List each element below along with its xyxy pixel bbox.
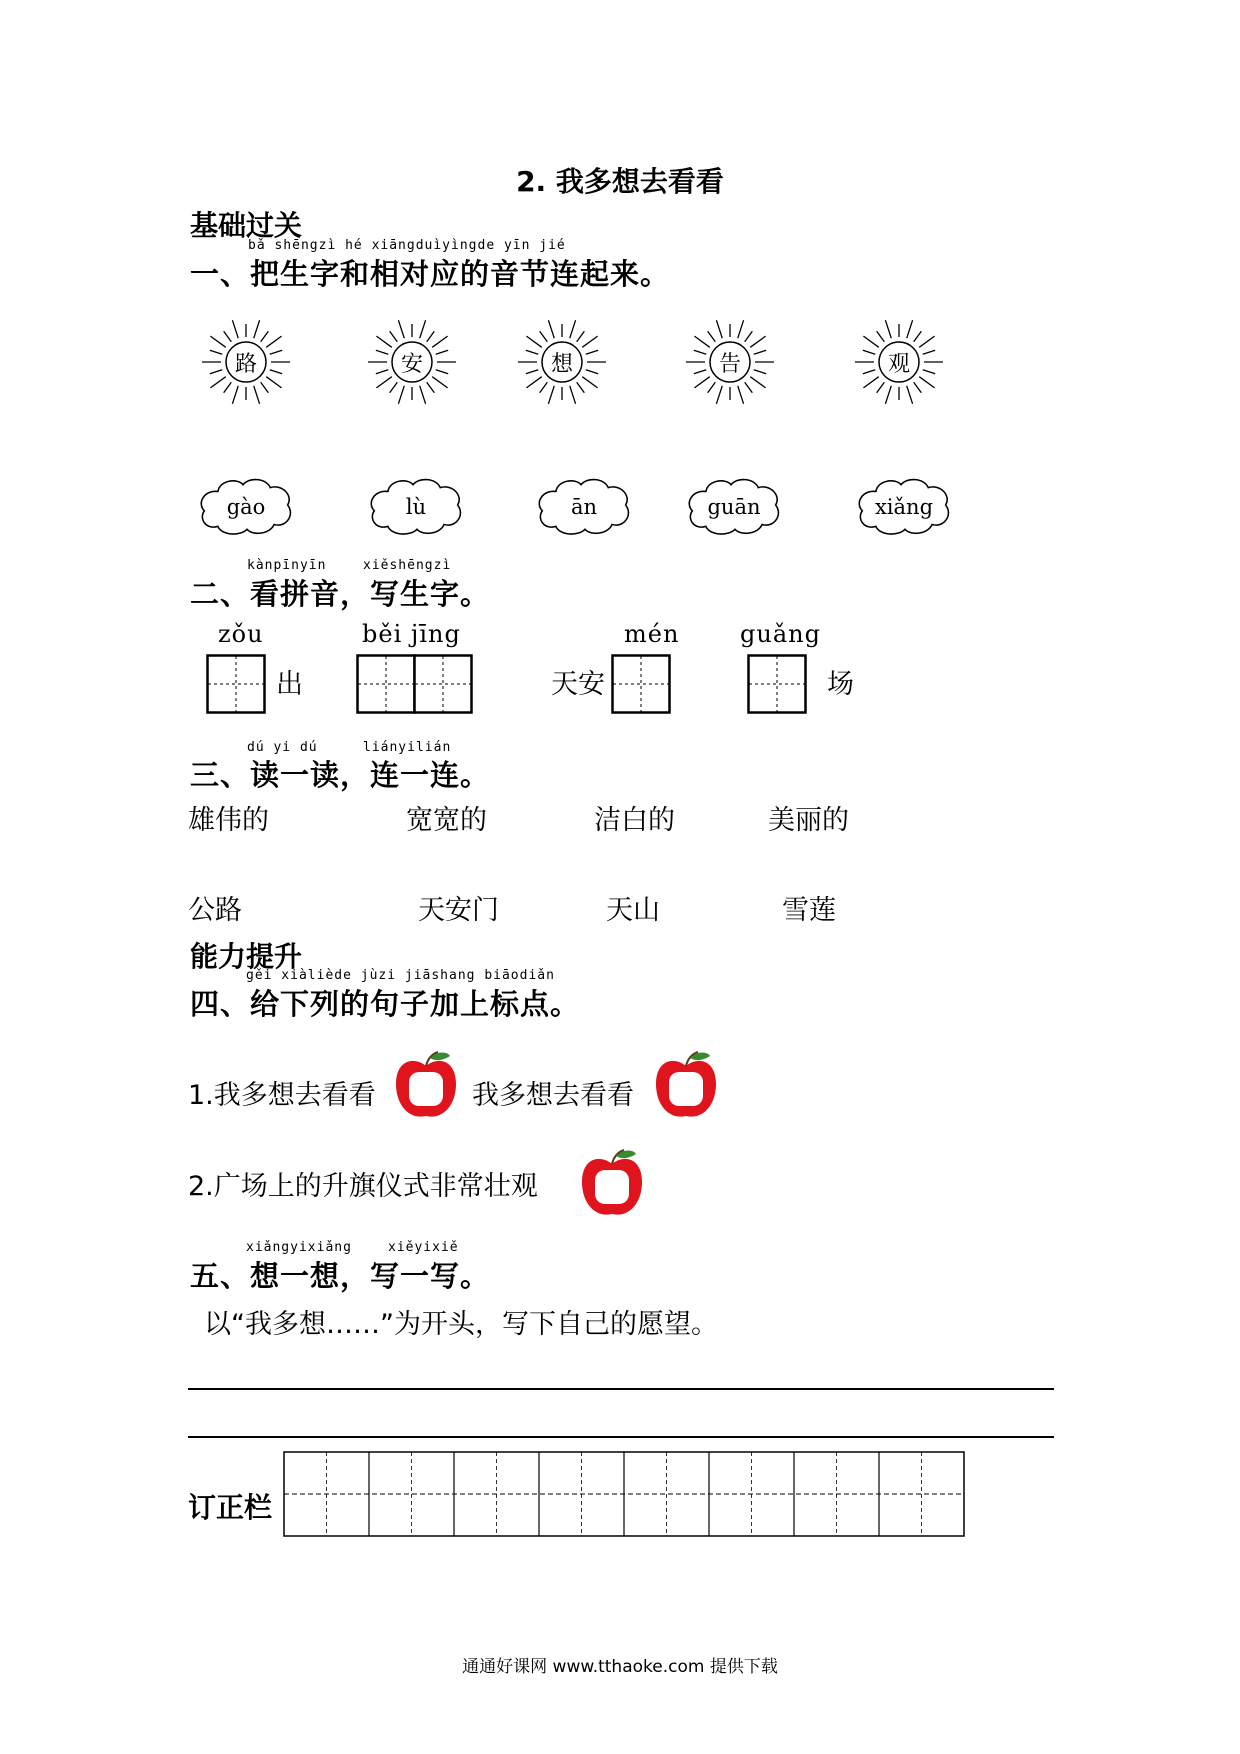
tian-box[interactable] (747, 654, 807, 714)
apple-punct-box[interactable] (578, 1146, 646, 1220)
word-meili[interactable]: 美丽的 (768, 805, 849, 836)
q3-pinyin-b: liányilián (363, 740, 452, 755)
sun-char-label: 安 (400, 351, 423, 377)
q1-heading: 一、把生字和相对应的音节连起来。 (190, 257, 671, 291)
pinyin-men: mén (624, 620, 680, 648)
apple-punct-box[interactable] (392, 1048, 460, 1122)
cloud-syllable-label: lù (405, 495, 427, 519)
section-advanced: 能力提升 (190, 940, 303, 973)
tian-box[interactable] (611, 654, 671, 714)
word-tiananmen[interactable]: 天安门 (418, 895, 499, 926)
sun-char[interactable] (682, 314, 778, 410)
pinyin-zou: zǒu (218, 620, 264, 648)
sentence-1b: 我多想去看看 (472, 1080, 634, 1111)
answer-line[interactable] (188, 1436, 1054, 1438)
q4-pinyin: gěi xiàliède jùzi jiāshang biāodiǎn (246, 968, 555, 983)
word-gonglu[interactable]: 公路 (188, 895, 242, 926)
char-chu: 出 (276, 669, 303, 700)
sun-char-label: 路 (234, 351, 257, 377)
word-xuelian[interactable]: 雪莲 (782, 895, 836, 926)
cloud-syllable[interactable] (196, 476, 296, 538)
q5-pinyin-b: xiěyixiě (388, 1240, 459, 1255)
q2-heading: 二、看拼音，写生字。 (190, 577, 491, 611)
q2-pinyin-a: kànpīnyīn (247, 558, 327, 573)
word-tianshan[interactable]: 天山 (606, 895, 660, 926)
word-jiebai[interactable]: 洁白的 (594, 805, 675, 836)
tian-box[interactable] (206, 654, 266, 714)
cloud-syllable-label: xiǎng (874, 495, 934, 519)
word-xiongwei[interactable]: 雄伟的 (188, 805, 269, 836)
cloud-syllable-label: gào (226, 495, 266, 519)
cloud-syllable[interactable] (854, 476, 954, 538)
q3-heading: 三、读一读，连一连。 (190, 758, 491, 792)
q1-pinyin: bǎ shēngzì hé xiāngduìyìngde yīn jié (248, 238, 566, 253)
pinyin-guang: guǎng (740, 620, 821, 648)
q5-instruction: 以“我多想……”为开头，写下自己的愿望。 (204, 1309, 718, 1340)
cloud-syllable-label: guān (707, 495, 761, 519)
char-chang: 场 (827, 669, 854, 700)
tian-box[interactable] (413, 654, 473, 714)
cloud-syllable-label: ān (570, 495, 598, 519)
cloud-syllable[interactable] (366, 476, 466, 538)
sun-char[interactable] (514, 314, 610, 410)
text-tianan: 天安 (551, 669, 605, 700)
correction-grid[interactable] (283, 1451, 965, 1537)
sun-char-label: 观 (887, 351, 910, 377)
q3-pinyin-a: dú yi dú (247, 740, 318, 755)
sun-char[interactable] (198, 314, 294, 410)
correction-label: 订正栏 (188, 1491, 273, 1524)
pinyin-beijing: běi jīng (362, 620, 461, 648)
page-title: 2. 我多想去看看 (516, 165, 724, 198)
sun-char[interactable] (364, 314, 460, 410)
sun-char[interactable] (851, 314, 947, 410)
footer: 通通好课网 www.tthaoke.com 提供下载 (462, 1657, 778, 1677)
cloud-syllable[interactable] (684, 476, 784, 538)
answer-line[interactable] (188, 1388, 1054, 1390)
sun-char-label: 告 (718, 351, 741, 377)
q4-heading: 四、给下列的句子加上标点。 (190, 987, 581, 1021)
q2-pinyin-b: xiěshēngzì (363, 558, 452, 573)
apple-punct-box[interactable] (652, 1048, 720, 1122)
sentence-1a: 1.我多想去看看 (188, 1080, 376, 1111)
word-kuankuan[interactable]: 宽宽的 (406, 805, 487, 836)
cloud-syllable[interactable] (534, 476, 634, 538)
sentence-2: 2.广场上的升旗仪式非常壮观 (188, 1171, 538, 1202)
q5-pinyin-a: xiǎngyixiǎng (246, 1240, 352, 1255)
sun-char-label: 想 (550, 351, 573, 377)
q5-heading: 五、想一想，写一写。 (190, 1259, 491, 1293)
section-basic: 基础过关 (190, 209, 303, 242)
tian-box[interactable] (356, 654, 416, 714)
